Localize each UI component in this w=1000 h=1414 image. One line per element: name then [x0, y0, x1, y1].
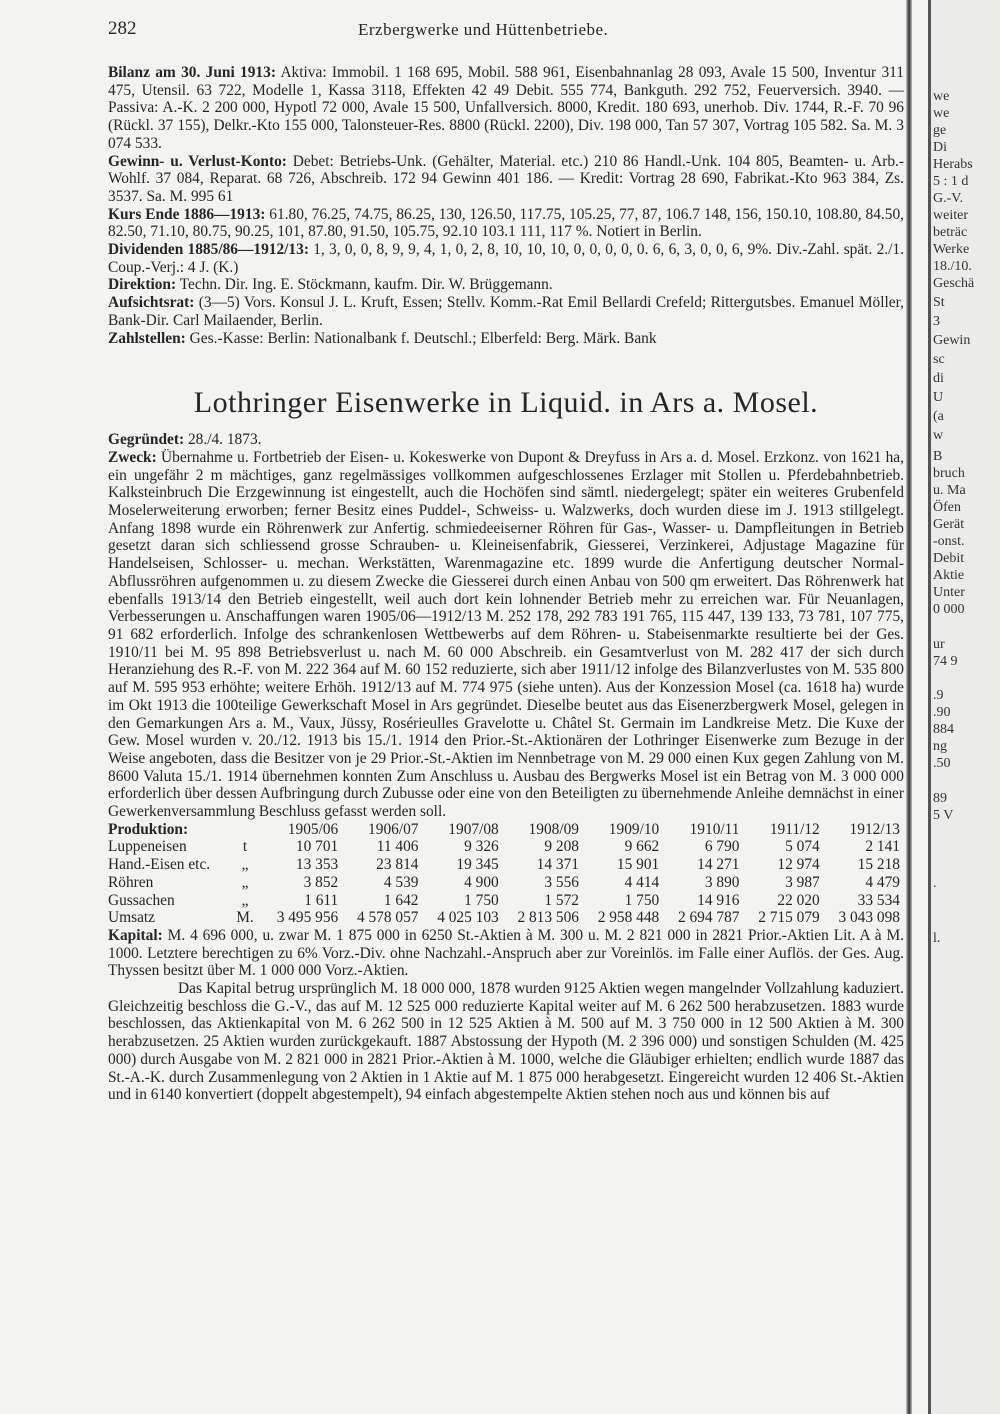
- neighbor-fragment: 18./10.: [933, 259, 972, 274]
- aufsichtsrat-label: Aufsichtsrat:: [108, 294, 195, 312]
- running-head: [108, 18, 898, 44]
- table-cell: 2 813 506: [517, 909, 579, 927]
- table-cell: 4 414: [624, 873, 660, 891]
- gegruendet-label: Gegründet:: [108, 431, 185, 449]
- table-cell: 3 043 098: [838, 909, 900, 927]
- neighbor-fragment: we: [933, 89, 950, 104]
- history-paragraph: Das Kapital betrug ursprünglich M. 18 000 000, 1878 wurden 9125 Aktien wegen mangelnder Vollzahlung kaduziert. Gleichzeitig beschloss die G.-V., das auf M. 12 525 000 reduzierte Kapital weiter auf M. 6 262 500 herabzusetzen. 1883 wurde beschlossen, das Aktienkapital von M. 6 262 500 in 12 525 Aktien à M. 500 auf M. 3 750 000 in 12 500 Aktien à M. 300 herabzusetzen. 25 Aktien wurden zurückgekauft. 1887 Abstossung der Hypoth (M. 2 396 000) und sonstigen Schulden (M. 425 000) durch Ausgabe von M. 2 821 000 in 2821 Prior.-Aktien à M. 1000, welche die Gläubiger erhielten; endlich wurde 1887 das St.-A.-K. durch Zusammenlegung von 2 Aktien in 1 Aktie auf M. 1 875 000 herabgesetzt. Eingereicht wurden 12 406 St.-Aktien und in 6140 konvertiert (doppelt abgestempelt), 94 einfach abgestempelte Aktien stehen noch aus und können bis auf: [108, 980, 904, 1104]
- neighbor-fragment: sc: [933, 352, 945, 367]
- year-header: 1905/06: [287, 820, 339, 838]
- dividenden-paragraph: [108, 241, 904, 276]
- neighbor-fragment: G.-V.: [933, 191, 964, 206]
- kurs-text: 61.80, 76.25, 74.75, 86.25, 130, 126.50, 117.75, 105.25, 77, 87, 106.7 148, 156, 150.10, 108.80, 84.50, 82.50, 71.10, 80.75, 90.25, 101, 87.80, 91.50, 105.75, 92.10 103.1 111, 117 %. Notiert in Berlin.: [108, 205, 905, 241]
- row-label: Röhren: [108, 873, 154, 891]
- neighbor-fragment: ng: [933, 739, 947, 754]
- table-row: [108, 856, 904, 874]
- table-cell: 3 890: [704, 873, 740, 891]
- neighbor-fragment: B: [933, 449, 943, 464]
- direktion-text: Techn. Dir. Ing. E. Stöckmann, kaufm. Dir. W. Brüggemann.: [179, 276, 553, 294]
- neighbor-fragment: weiter: [933, 208, 968, 223]
- table-cell: 4 578 057: [356, 909, 419, 927]
- row-label: Luppeneisen: [108, 838, 187, 856]
- neighbor-page-strip: [931, 0, 1000, 1414]
- table-cell: 11 406: [376, 838, 419, 856]
- neighbor-fragment: St: [933, 295, 945, 310]
- table-cell: 9 208: [544, 838, 579, 856]
- table-cell: 4 025 103: [437, 909, 499, 927]
- table-cell: 3 556: [544, 873, 579, 891]
- neighbor-fragment: di: [933, 371, 944, 386]
- kapital-paragraph: [108, 927, 904, 980]
- neighbor-fragment: ge: [933, 123, 947, 138]
- page-content: [108, 64, 904, 1104]
- neighbor-fragment: we: [933, 106, 950, 121]
- table-row: [108, 892, 904, 910]
- table-cell: 4 539: [383, 873, 419, 891]
- neighbor-fragment: 0 000: [933, 602, 965, 617]
- dividenden-text: 1, 3, 0, 0, 8, 9, 9, 4, 1, 0, 2, 8, 10, 10, 10, 0, 0, 0, 0, 0. 6, 6, 3, 0, 0, 6, 9%. Div.-Zahl. spät. 2./1. Coup.-Verj.: 4 J. (K.): [108, 241, 904, 276]
- neighbor-fragment: Unter: [933, 585, 965, 600]
- production-table: [108, 821, 904, 927]
- gegruendet-text: 28./4. 1873.: [187, 431, 262, 449]
- neighbor-fragment: Debit: [933, 551, 965, 566]
- table-cell: 1 572: [544, 891, 579, 909]
- table-cell: 4 479: [865, 873, 900, 891]
- table-cell: 2 958 448: [597, 909, 660, 927]
- table-cell: 13 353: [295, 856, 339, 874]
- direktion-label: Direktion:: [108, 276, 177, 294]
- bilanz-text: Aktiva: Immobil. 1 168 695, Mobil. 588 961, Eisenbahnanlag 28 093, Avale 15 500, Inventur 311 475, Utensil. 63 722, Modelle 1, Kassa 3118, Effekten 42 49 Debit. 555 774, Bankguth. 292 752, Feuerversich. 3940. — Passiva: A.-K. 2 200 000, Hypotl 72 000, Avale 15 500, Unfallversich. 8000, Kredit. 180 693, unerhob. Div. 1744, R.-F. 70 96 (Rückl. 37 155), Delkr.-Kto 155 000, Talonsteuer-Res. 8800 (Rückl. 2200), Div. 198 000, Tan 57 307, Vortrag 105 582. Sa. M. 3 074 533.: [108, 64, 905, 152]
- table-cell: 33 534: [857, 891, 900, 909]
- book-binding-shadow: [906, 0, 912, 1414]
- table-cell: 15 901: [616, 856, 660, 874]
- neighbor-fragment: U: [933, 390, 944, 405]
- bilanz-paragraph: [108, 64, 904, 153]
- table-cell: 23 814: [376, 856, 419, 874]
- table-cell: 9 326: [464, 838, 499, 856]
- zahlstellen-label: Zahlstellen:: [108, 329, 186, 347]
- zweck-paragraph: [108, 449, 904, 821]
- table-cell: 14 271: [697, 856, 740, 874]
- year-header: 1908/09: [528, 820, 579, 838]
- neighbor-fragment: u. Ma: [933, 483, 966, 498]
- gegruendet-paragraph: [108, 431, 904, 449]
- neighbor-fragment: Gewin: [933, 333, 971, 348]
- table-cell: 9 662: [624, 838, 660, 856]
- row-label: Umsatz: [108, 909, 156, 927]
- neighbor-fragment: 3: [933, 314, 940, 329]
- row-unit: „: [241, 856, 249, 874]
- table-row: [108, 909, 904, 927]
- zweck-label: Zweck:: [108, 448, 157, 466]
- row-unit: „: [241, 891, 249, 909]
- year-header: 1911/12: [769, 820, 820, 838]
- neighbor-fragment: -onst.: [933, 534, 965, 549]
- neighbor-fragment: 884: [933, 722, 954, 737]
- neighbor-fragment: 89: [933, 791, 947, 806]
- zweck-text: Übernahme u. Fortbetrieb der Eisen- u. Kokeswerke von Dupont & Dreyfuss in Ars a. d. Mosel. Erzkonz. von 1621 ha, ein ungefähr 2 m mächtiges, ganz regelmässiges vollkommen aufgeschlossenes Erzlager mit Stollen u. Pferdebahnbetrieb. Kalksteinbruch Die Erzgewinnung ist eingestellt, auch die Hochöfen sind sämtl. niedergelegt; später ein weiteres Grubenfeld Moselerweiterung erworben; ferner Besitz eines Puddel-, Schweiss- u. Walzwerks, doch wurden diese im J. 1913 stillgelegt. Anfang 1898 wurde ein Röhrenwerk zur Anfertig. schmiedeeiserner Röhren für Gas-, Wasser- u. Dampfleitungen in Betrieb gesetzt daran sich schliessend grosse Schrauben- u. Kleineisenfabrik, Giesserei, Verzinkerei, Adjustage Magazine für Handelseisen, Schlosser- u. mechan. Werkstätten, Warenmagazine etc. 1899 wurde die Anfertigung deutscher Normal-Abflussröhren aufgenommen u. zu diesem Zwecke die Giesserei durch einen Anbau von 500 qm erweitert. Das Röhrenwerk hat ebenfalls 1913/14 den Betrieb eingestellt, weil auch dort kein lohnender Betrieb mehr zu erreichen war. Für Neuanlagen, Verbesserungen u. Anschaffungen waren 1905/06—1912/13 M. 252 178, 292 783 191 765, 115 447, 139 133, 73 781, 107 775, 91 682 erforderlich. Infolge des schrankenlosen Wettbewerbs auf dem Röhren- u. Stabeisenmarkte resultierte bei der Ges. 1910/11 bei M. 95 898 Betriebsverlust u. nach M. 60 000 Abschreib. ein Gesamtverlust von M. 282 417 der sich durch Heranziehung des R.-F. von M. 222 364 auf M. 60 152 reduzierte, sich aber 1911/12 infolge des Bilanzverlustes von M. 535 800 auf M. 595 953 erhöhte; weitere Erhöh. 1912/13 auf M. 774 975 (siehe unten). Aus der Konzession Mosel (ca. 1618 ha) wurde im Okt 1913 die 100teilige Gewerkschaft Mosel in Ars gegründet. Dieselbe beutet aus das Eisenerzbergwerk Mosel, gelegen in den Gemarkungen Ars a. M., Vaux, Jüssy, Rosérieulles Gravelotte u. Châtel St. Germain im Landkreise Metz. Die Kuxe der Gew. Mosel wurden v. 20./12. 1913 bis 15./1. 1914 den Prior.-St.-Aktionären der Lothringer Eisenwerke zum Bezuge in der Weise angeboten, dass die Besitzer von je 29 Prior.-St.-Aktien im Nennbetrage von M. 29 000 einen Kux gegen Zahlung von M. 8600 Valuta 15./1. 1914 übernehmen konnten Zum Anschluss u. Ausbau des Bergwerks Mosel ist ein Betrag von M. 3 000 000 erforderlich über dessen Aufbringung durch Zubusse oder eine von den Beteiligten zu übernehmende Anleihe demnächst in einer Gewerkenversammlung Beschluss gefasst werden soll.: [108, 448, 904, 821]
- year-header: 1907/08: [448, 820, 499, 838]
- direktion-paragraph: [108, 276, 904, 294]
- company-title: Lothringer Eisenwerke in Liquid. in Ars a. Mosel.: [193, 386, 819, 420]
- kapital-label: Kapital:: [108, 926, 163, 944]
- gewinn-label: Gewinn- u. Verlust-Konto:: [108, 152, 287, 170]
- gewinn-text: Debet: Betriebs-Unk. (Gehälter, Material. etc.) 210 86 Handl.-Unk. 104 805, Beamten- u. Arb.-Wohlf. 37 084, Reparat. 68 726, Abschreib. 172 94 Gewinn 401 186. — Kredit: Vortrag 28 690, Fabrikat.-Kto 963 384, Zs. 3537. Sa. M. 995 61: [108, 152, 904, 205]
- production-header-row: [108, 821, 904, 839]
- kurs-label: Kurs Ende 1886—1913:: [108, 205, 266, 223]
- table-cell: 1 611: [304, 891, 339, 909]
- neighbor-fragment: ur: [933, 637, 945, 652]
- neighbor-fragment: .50: [933, 756, 951, 771]
- neighbor-fragment: .: [933, 876, 937, 891]
- neighbor-fragment: .90: [933, 705, 951, 720]
- row-unit: M.: [236, 909, 254, 927]
- year-header: 1912/13: [849, 820, 900, 838]
- row-label: Hand.-Eisen etc.: [108, 856, 211, 874]
- neighbor-fragment: 5 V: [933, 808, 954, 823]
- production-label: Produktion:: [108, 820, 189, 838]
- running-title: Erzbergwerke und Hüttenbetriebe.: [358, 20, 609, 39]
- table-cell: 1 642: [383, 891, 419, 909]
- neighbor-fragment: w: [933, 428, 944, 443]
- table-cell: 1 750: [624, 891, 660, 909]
- neighbor-fragment: Geschä: [933, 276, 975, 291]
- table-cell: 5 074: [785, 838, 820, 856]
- table-cell: 3 495 956: [276, 909, 339, 927]
- table-cell: 3 852: [303, 873, 339, 891]
- bilanz-label: Bilanz am 30. Juni 1913:: [108, 64, 276, 81]
- kapital-text: M. 4 696 000, u. zwar M. 1 875 000 in 6250 St.-Aktien à M. 300 u. M. 2 821 000 in 2821 Prior.-Aktien Lit. A à M. 1000. Letztere berechtigen zu 6% Vorz.-Div. ohne Nachzahl.-Anspruch aber zur Voreinlös. im Falle einer Auflös. der Ges. Aug. Thyssen besitzt über M. 1 000 000 Vorz.-Aktien.: [108, 926, 904, 980]
- neighbor-fragment: beträc: [933, 225, 968, 240]
- table-cell: 2 694 787: [677, 909, 740, 927]
- neighbor-fragment: Herabs: [933, 157, 973, 172]
- dividenden-label: Dividenden 1885/86—1912/13:: [108, 241, 309, 259]
- table-cell: 19 345: [456, 856, 499, 874]
- table-cell: 14 916: [697, 891, 740, 909]
- neighbor-fragment: Aktie: [933, 568, 965, 583]
- table-cell: 4 900: [464, 873, 499, 891]
- zahlstellen-text: Ges.-Kasse: Berlin: Nationalbank f. Deutschl.; Elberfeld: Berg. Märk. Bank: [189, 329, 657, 347]
- neighbor-fragment: Öfen: [933, 500, 961, 515]
- neighbor-fragment: 74 9: [933, 654, 958, 669]
- neighbor-fragment: (a: [933, 409, 944, 424]
- row-unit: t: [242, 838, 248, 856]
- year-header: 1909/10: [608, 820, 660, 838]
- zahlstellen-paragraph: [108, 330, 904, 348]
- neighbor-fragment: Gerät: [933, 517, 965, 532]
- year-header: 1906/07: [368, 820, 419, 838]
- page-number: 282: [108, 18, 137, 39]
- aufsichtsrat-text: (3—5) Vors. Konsul J. L. Kruft, Essen; Stellv. Komm.-Rat Emil Bellardi Crefeld; Rittergutsbes. Emanuel Möller, Bank-Dir. Carl Mailaender, Berlin.: [108, 294, 904, 329]
- table-row: [108, 874, 904, 892]
- neighbor-fragment: bruch: [933, 466, 965, 481]
- table-cell: 6 790: [704, 838, 740, 856]
- table-cell: 3 987: [785, 873, 820, 891]
- neighbor-fragment: .9: [933, 688, 944, 703]
- neighbor-fragment: Di: [933, 140, 947, 155]
- table-cell: 12 974: [777, 856, 820, 874]
- table-cell: 22 020: [777, 891, 820, 909]
- row-label: Gussachen: [108, 891, 175, 909]
- table-cell: 2 141: [865, 838, 900, 856]
- table-cell: 15 218: [857, 856, 900, 874]
- table-cell: 2 715 079: [758, 909, 820, 927]
- table-cell: 10 701: [295, 838, 339, 856]
- neighbor-fragment: Werke: [933, 242, 970, 257]
- neighbor-fragment: 5 : 1 d: [933, 174, 969, 189]
- neighbor-fragment: l.: [933, 931, 941, 946]
- row-unit: „: [241, 873, 249, 891]
- aufsichtsrat-paragraph: [108, 294, 904, 329]
- table-row: [108, 838, 904, 856]
- kurs-paragraph: [108, 206, 904, 241]
- table-cell: 14 371: [536, 856, 579, 874]
- gewinn-paragraph: [108, 153, 904, 206]
- year-header: 1910/11: [689, 820, 740, 838]
- table-cell: 1 750: [464, 891, 499, 909]
